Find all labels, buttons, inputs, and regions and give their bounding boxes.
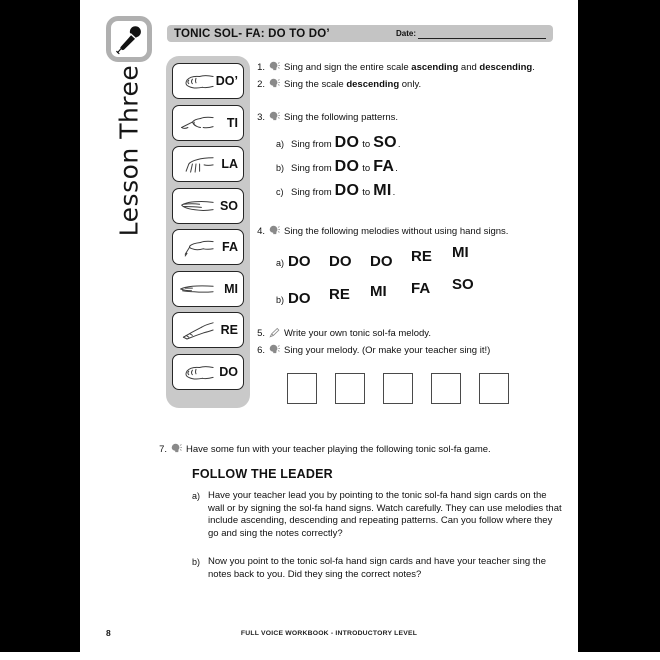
pattern-text: Sing from	[291, 163, 332, 174]
exercise-text: Sing the scale descending only.	[284, 79, 422, 90]
photo-edge-right	[578, 0, 660, 652]
page-title: TONIC SOL- FA: DO TO DO’	[174, 27, 330, 40]
pattern-label: c)	[276, 187, 284, 197]
game-instruction-b	[192, 556, 564, 581]
game-heading: FOLLOW THE LEADER	[192, 467, 333, 481]
hand-sign-label: DO’	[215, 74, 238, 88]
pattern-text: Sing from	[291, 187, 332, 198]
microphone-icon	[112, 22, 146, 56]
singing-head-icon	[269, 111, 280, 122]
photo-edge-left	[0, 0, 80, 652]
note: DO	[334, 158, 360, 175]
note: DO	[370, 253, 393, 270]
note: FA	[373, 158, 395, 175]
hand-sign-card-fa	[172, 229, 244, 265]
singing-head-icon	[269, 225, 280, 236]
pattern-label: b)	[276, 163, 285, 173]
hand-sign-label: MI	[224, 281, 238, 296]
answer-box	[335, 373, 365, 404]
hand-sign-label: DO	[219, 364, 238, 379]
title-bar	[167, 25, 553, 42]
pencil-icon	[269, 327, 280, 338]
pattern-text: to	[362, 139, 371, 150]
exercise-text: Sing the following melodies without using hand signs.	[284, 226, 509, 237]
pattern-text: .	[397, 139, 401, 150]
game-instruction-a	[192, 490, 564, 541]
hand-sign-card-do-high	[172, 63, 244, 99]
singing-head-icon	[171, 443, 182, 454]
pattern-text: .	[392, 187, 396, 198]
note: SO	[373, 134, 397, 151]
pattern-c	[276, 183, 395, 199]
exercise-number: 3.	[257, 112, 265, 123]
hand-sign-card-so	[172, 188, 244, 224]
hand-sign-card-ti	[172, 105, 244, 141]
instruction-text: Have your teacher lead you by pointing to the tonic sol-fa hand sign cards on the wall or by signing the sol-fa hand signs. Watch carefully. They can use melodies that include ascending, descending and repeating patterns. Can you follow where they go and sing the notes correctly?	[208, 490, 562, 540]
note: SO	[452, 276, 474, 293]
hand-sign-label: TI	[226, 115, 238, 130]
exercise-3	[255, 112, 398, 124]
hand-sign-label: FA	[222, 240, 238, 254]
melody-a	[276, 244, 493, 270]
exercise-number: 4.	[257, 226, 265, 237]
hand-signs-panel	[166, 56, 250, 408]
exercise-6	[255, 345, 490, 357]
exercise-number: 6.	[257, 345, 265, 356]
hand-sign-card-re	[172, 312, 244, 348]
answer-box	[431, 373, 461, 404]
exercise-text: Sing your melody. (Or make your teacher sing it!)	[284, 345, 491, 356]
exercise-number: 7.	[159, 444, 167, 455]
note: RE	[411, 248, 432, 265]
pattern-text: .	[395, 163, 398, 174]
date-blank-line	[418, 28, 546, 39]
melody-answer-boxes	[287, 373, 509, 404]
date-label: Date:	[395, 29, 416, 38]
pattern-label: a)	[276, 139, 285, 149]
pattern-text: to	[362, 163, 371, 174]
note: DO	[288, 290, 311, 307]
melody-label: a)	[276, 258, 285, 268]
note: DO	[288, 253, 311, 270]
pattern-text: to	[362, 187, 371, 198]
hand-sign-so-icon	[178, 194, 214, 218]
singing-head-icon	[269, 61, 280, 72]
hand-sign-ti-icon	[178, 111, 214, 135]
hand-sign-card-do	[172, 354, 244, 390]
hand-sign-la-icon	[178, 152, 214, 176]
exercise-text: Sing and sign the entire scale ascending and descending.	[284, 62, 535, 73]
note: DO	[334, 134, 360, 151]
exercise-4	[255, 226, 508, 238]
hand-sign-mi-icon	[178, 277, 214, 301]
exercise-number: 1.	[257, 62, 265, 73]
hand-sign-do-high-icon	[178, 69, 214, 93]
note: RE	[329, 286, 350, 303]
exercise-7	[157, 444, 491, 456]
hand-sign-card-mi	[172, 271, 244, 307]
answer-box	[383, 373, 413, 404]
answer-box	[479, 373, 509, 404]
hand-sign-re-icon	[178, 318, 214, 342]
instruction-label: a)	[192, 491, 201, 501]
hand-sign-do-icon	[178, 360, 214, 384]
hand-sign-label: RE	[220, 323, 238, 337]
instruction-label: b)	[192, 557, 201, 567]
lesson-label: Lesson Three	[114, 64, 144, 237]
exercise-text: Have some fun with your teacher playing the following tonic sol-fa game.	[186, 444, 491, 455]
exercise-1	[255, 62, 535, 74]
instruction-text: Now you point to the tonic sol-fa hand sign cards and have your teacher sing the notes back to you. Did they sing the correct notes?	[208, 556, 546, 580]
exercise-number: 5.	[257, 328, 265, 339]
hand-sign-label: SO	[219, 198, 238, 213]
exercise-text: Write your own tonic sol-fa melody.	[284, 328, 431, 339]
pattern-a	[276, 135, 401, 151]
answer-box	[287, 373, 317, 404]
hand-sign-label: LA	[221, 157, 238, 171]
pattern-text: Sing from	[291, 139, 332, 150]
melody-b	[276, 276, 493, 307]
footer-text: FULL VOICE WORKBOOK - INTRODUCTORY LEVEL	[240, 630, 418, 637]
page-number: 8	[106, 628, 111, 638]
singing-head-icon	[269, 78, 280, 89]
note: FA	[411, 280, 431, 297]
exercise-text: Sing the following patterns.	[284, 112, 399, 123]
pattern-b	[276, 159, 398, 175]
note: MI	[452, 244, 469, 261]
note: MI	[370, 283, 387, 300]
hand-sign-card-la	[172, 146, 244, 182]
exercise-5	[255, 328, 431, 340]
hand-sign-fa-icon	[178, 235, 214, 259]
melody-label: b)	[276, 295, 285, 305]
singing-head-icon	[269, 344, 280, 355]
exercise-number: 2.	[257, 79, 265, 90]
note: MI	[373, 182, 392, 199]
note: DO	[334, 182, 360, 199]
exercise-2	[255, 79, 421, 91]
note: DO	[329, 253, 352, 270]
